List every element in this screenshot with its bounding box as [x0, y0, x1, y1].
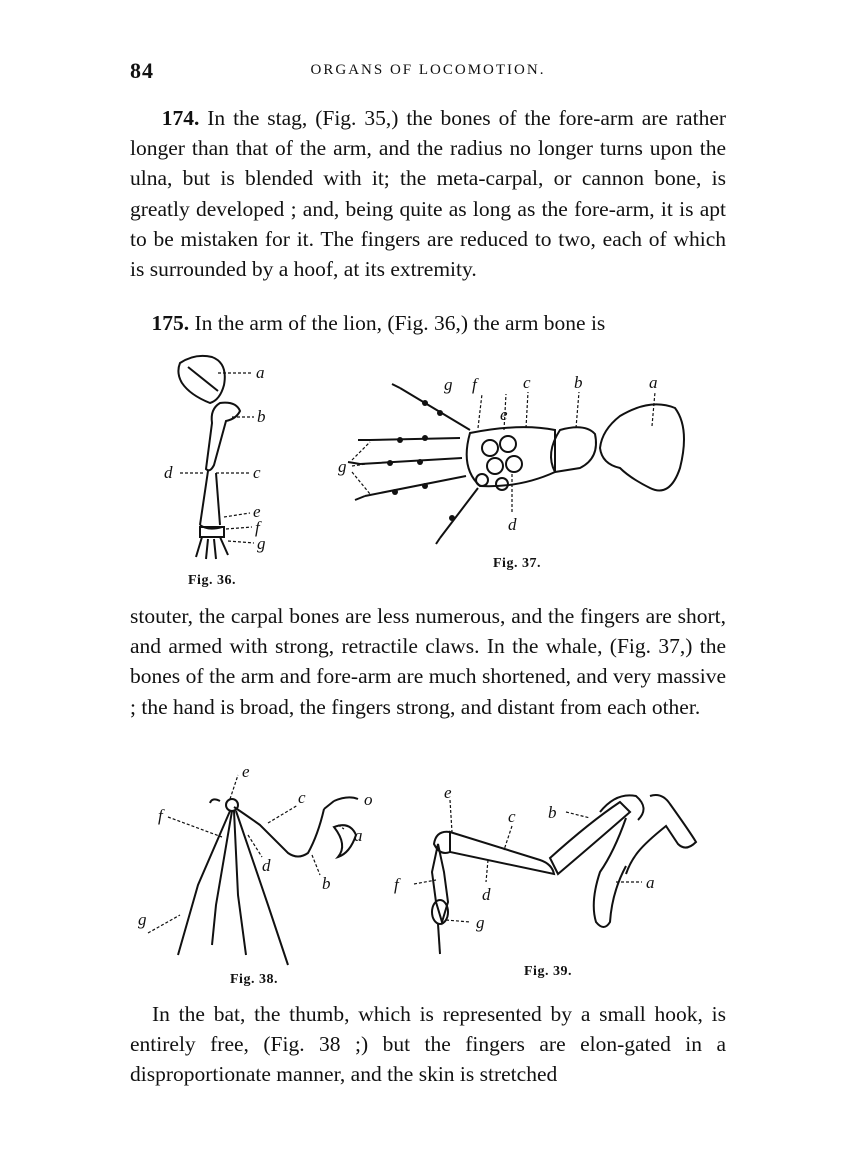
paragraph-text: In the arm of the lion, (Fig. 36,) the arm bone is	[194, 311, 606, 335]
label-d: d	[482, 885, 491, 904]
label-d: d	[262, 856, 271, 875]
lion-arm-drawing	[150, 345, 290, 570]
label-b: b	[322, 874, 331, 893]
label-g: g	[476, 913, 485, 932]
label-f: f	[472, 375, 477, 394]
bird-wing-drawing	[390, 782, 720, 967]
label-f: f	[158, 806, 163, 825]
paragraph-175	[130, 308, 726, 338]
paragraph-number: 175.	[151, 311, 190, 335]
label-e: e	[500, 405, 508, 424]
running-title: ORGANS OF LOCOMOTION.	[310, 62, 546, 78]
paragraph-number: 174.	[161, 106, 200, 130]
label-f: f	[394, 875, 399, 894]
label-e: e	[242, 765, 250, 781]
caption-fig-39: Fig. 39.	[524, 964, 572, 979]
label-b: b	[257, 407, 266, 426]
paragraph-174	[130, 103, 726, 284]
figure-39-bird-wing	[390, 782, 720, 967]
caption-fig-37: Fig. 37.	[493, 556, 541, 571]
label-c: c	[253, 463, 261, 482]
label-c: c	[298, 788, 306, 807]
label-a: a	[354, 826, 363, 845]
label-d: d	[164, 463, 173, 482]
label-f: f	[255, 518, 260, 537]
label-c: c	[508, 807, 516, 826]
label-e: e	[253, 502, 261, 521]
bat-wing-drawing	[138, 765, 378, 970]
paragraph-text: In the stag, (Fig. 35,) the bones of the fore-arm are rather longer than that of the arm, and the radius no longer turns upon the ulna, but is blended with it; the meta-carpal, or cannon bone, is greatly developed ; and, being quite as long as the fore-arm, it is apt to be mistaken for it. The fingers are reduced to two, each of which is surrounded by a hoof, at its extremity.	[130, 106, 727, 282]
whale-flipper-drawing	[330, 368, 700, 548]
label-b: b	[548, 803, 557, 822]
label-g: g	[257, 534, 266, 553]
label-g-lower: g	[338, 457, 347, 476]
figure-37-whale-flipper	[330, 368, 700, 548]
caption-fig-38: Fig. 38.	[230, 972, 278, 987]
label-a: a	[256, 363, 265, 382]
paragraph-175-continued: stouter, the carpal bones are less numerous, and the fingers are short, and armed with strong, retractile claws. In the whale, (Fig. 37,) the bones of the arm and fore-arm are much shortened, and very massive ; the hand is broad, the fingers strong, and distant from each other.	[130, 604, 726, 719]
label-o: o	[364, 790, 373, 809]
page-header	[130, 58, 726, 88]
label-g: g	[138, 910, 147, 929]
label-c: c	[523, 373, 531, 392]
figure-38-bat-wing	[138, 765, 378, 970]
label-e: e	[444, 783, 452, 802]
figure-36-lion-arm	[150, 345, 290, 570]
label-d: d	[508, 515, 517, 534]
caption-fig-36: Fig. 36.	[188, 573, 236, 588]
paragraph-bat: In the bat, the thumb, which is represented by a small hook, is entirely free, (Fig. 38 ;) but the fingers are elon-gated in a disproportionate manner, and the skin is stretched	[130, 1002, 726, 1087]
label-b: b	[574, 373, 583, 392]
label-g: g	[444, 375, 453, 394]
label-a: a	[649, 373, 658, 392]
label-a: a	[646, 873, 655, 892]
page-number: 84	[130, 58, 154, 83]
